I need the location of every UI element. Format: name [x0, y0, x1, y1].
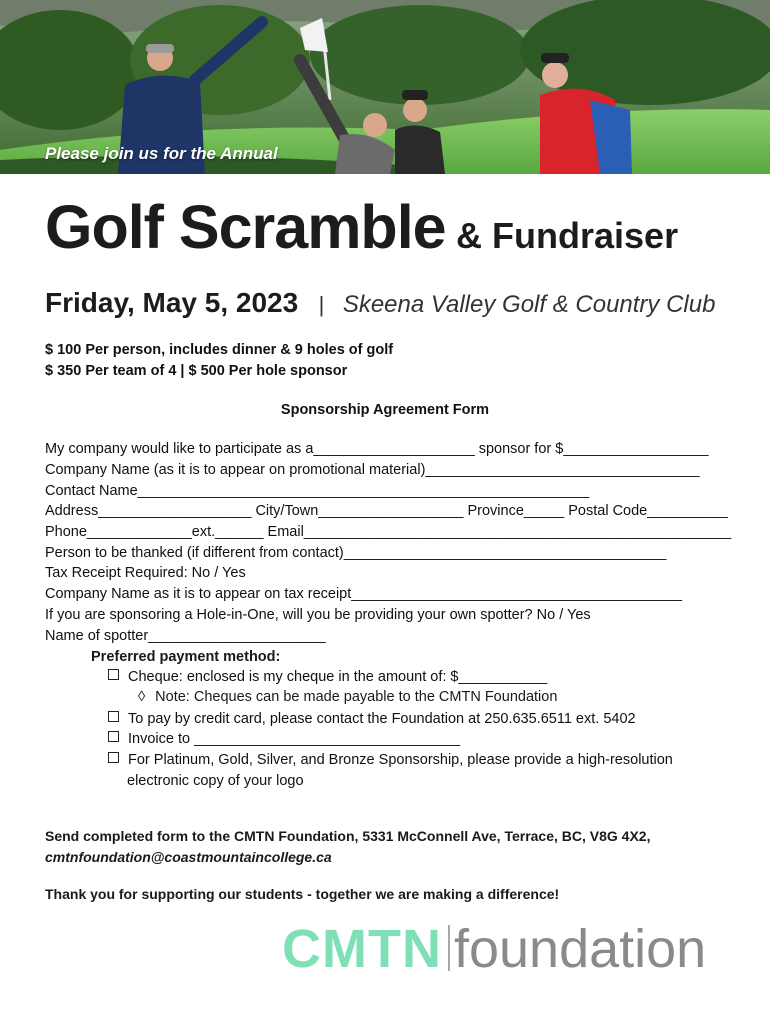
note-text: Note: Cheques can be made payable to the CMTN Foundation: [155, 689, 558, 705]
divider: |: [318, 292, 325, 317]
checkbox[interactable]: [108, 752, 119, 763]
logo-divider: [448, 925, 450, 971]
payment-option-credit-card[interactable]: [108, 711, 636, 727]
page-title: [45, 192, 678, 262]
form-line-spotter[interactable]: Name of spotter______________________: [45, 628, 326, 644]
title-sub: & Fundraiser: [456, 215, 679, 256]
payment-option-invoice[interactable]: [108, 731, 460, 747]
cmtn-foundation-logo: [282, 918, 706, 980]
payment-title: Preferred payment method:: [91, 649, 281, 665]
checkbox[interactable]: [108, 731, 119, 742]
hero-tagline: Please join us for the Annual: [45, 144, 278, 163]
thank-you-text: Thank you for supporting our students - together we are making a difference!: [45, 886, 560, 902]
diamond-bullet-icon: ◊: [138, 689, 146, 705]
form-title: Sponsorship Agreement Form: [280, 402, 490, 418]
logo-request-continued: electronic copy of your logo: [127, 773, 304, 789]
checkbox[interactable]: [108, 711, 119, 722]
logo-foundation: foundation: [453, 919, 707, 979]
form-line-receipt-name[interactable]: Company Name as it is to appear on tax receipt_________________________________________: [45, 586, 682, 602]
form-line-participation[interactable]: My company would like to participate as a____________________ sponsor for $__________________: [45, 441, 709, 457]
form-line-contact-name[interactable]: Contact Name________________________________________________________: [45, 483, 590, 499]
logo-request-option[interactable]: [108, 752, 673, 768]
form-line-tax-receipt[interactable]: Tax Receipt Required: No / Yes: [45, 565, 246, 581]
event-date: Friday, May 5, 2023: [45, 287, 299, 318]
form-line-company-name[interactable]: Company Name (as it is to appear on promotional material)__________________________________: [45, 462, 700, 478]
form-line-person-thanked[interactable]: Person to be thanked (if different from contact)________________________________________: [45, 545, 667, 561]
event-venue: Skeena Valley Golf & Country Club: [342, 291, 716, 318]
cheque-note: [138, 689, 557, 705]
logo-cmtn: CMTN: [282, 919, 442, 979]
option-label: Invoice to _________________________________: [128, 731, 461, 747]
price-line: $ 350 Per team of 4 | $ 500 Per hole sponsor: [45, 363, 348, 379]
checkbox[interactable]: [108, 669, 119, 680]
event-info: [45, 287, 715, 319]
email-link[interactable]: cmtnfoundation@coastmountaincollege.ca: [45, 849, 332, 865]
form-line-phone[interactable]: Phone_____________ext.______ Email_____________________________________________________: [45, 524, 732, 540]
send-instructions: Send completed form to the CMTN Foundation, 5331 McConnell Ave, Terrace, BC, V8G 4X2,: [45, 828, 651, 844]
form-line-hole-in-one[interactable]: If you are sponsoring a Hole-in-One, will you be providing your own spotter? No / Yes: [45, 607, 591, 623]
option-label: For Platinum, Gold, Silver, and Bronze Sponsorship, please provide a high-resolution: [128, 752, 673, 768]
payment-option-cheque[interactable]: [108, 669, 547, 685]
price-line: $ 100 Per person, includes dinner & 9 holes of golf: [45, 342, 394, 358]
title-main: Golf Scramble: [45, 193, 446, 261]
option-label: To pay by credit card, please contact the Foundation at 250.635.6511 ext. 5402: [128, 711, 636, 727]
form-line-address[interactable]: Address___________________ City/Town__________________ Province_____ Postal Code__________: [45, 503, 728, 519]
option-label: Cheque: enclosed is my cheque in the amount of: $___________: [128, 669, 548, 685]
hero-photo: [0, 0, 770, 174]
